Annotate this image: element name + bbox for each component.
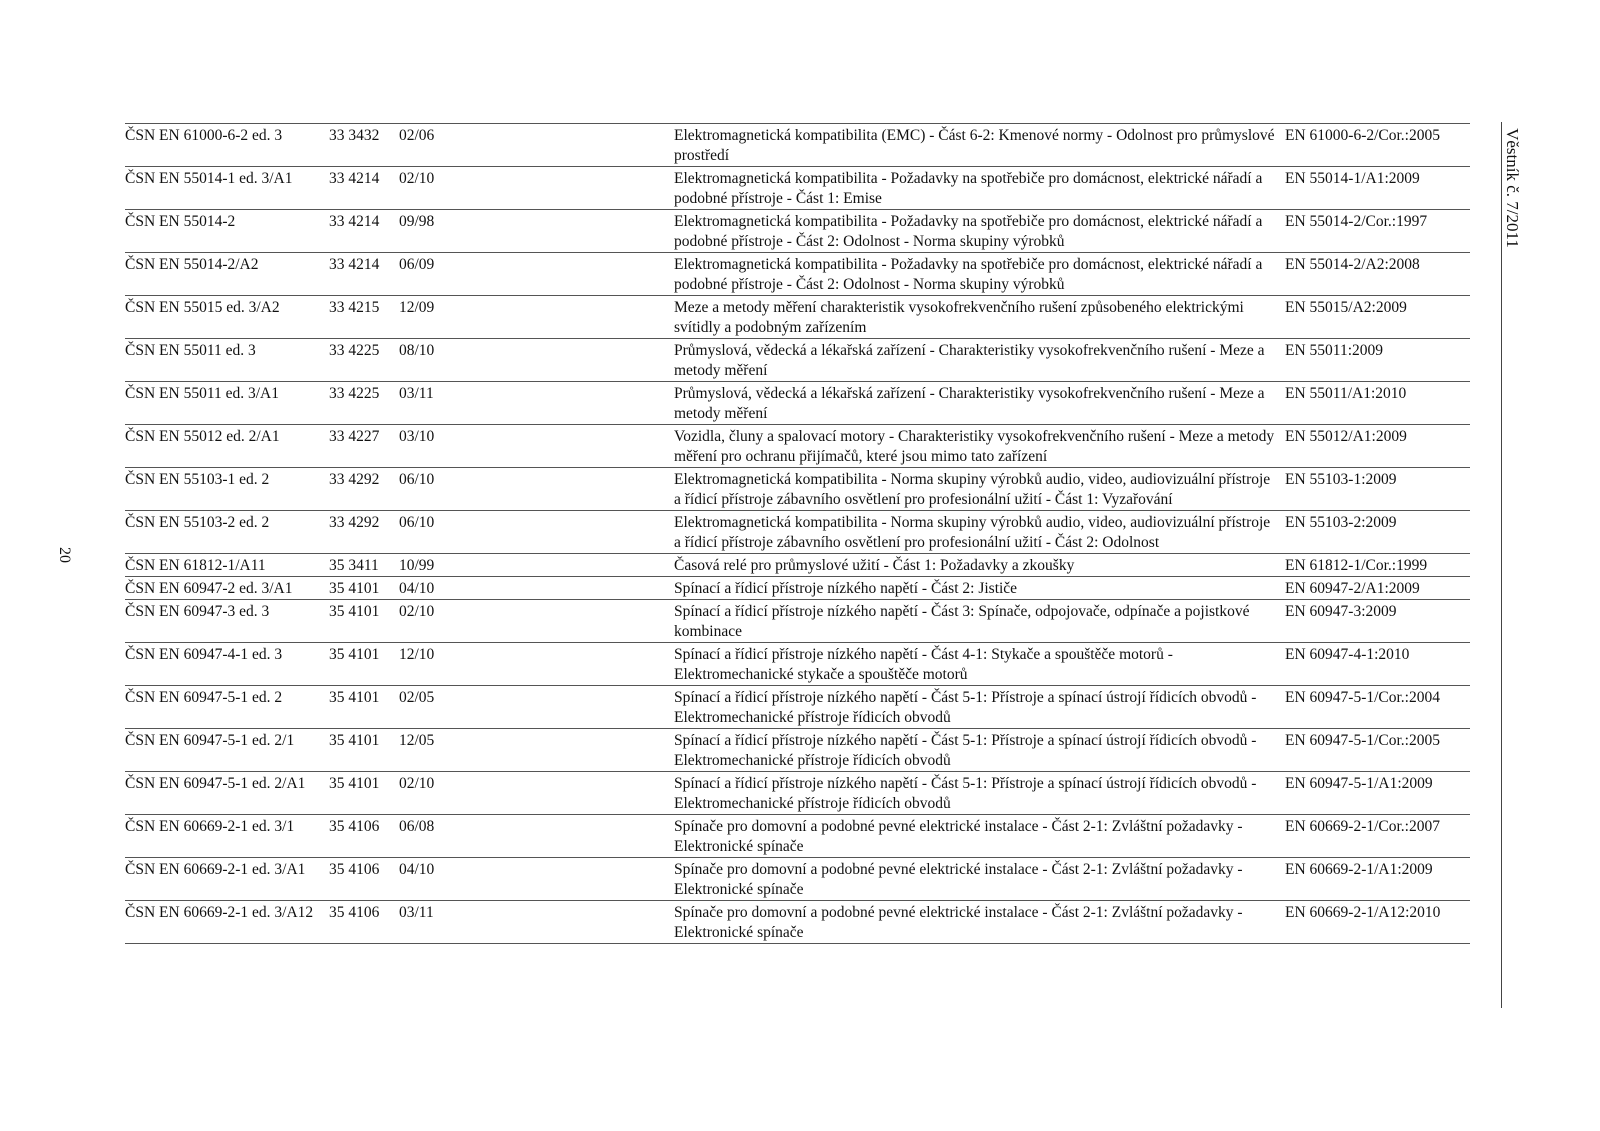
en-reference: EN 55012/A1:2009: [1285, 428, 1407, 445]
en-reference: EN 55015/A2:2009: [1285, 299, 1407, 316]
standards-table-body: [125, 124, 1470, 944]
standard-title: Elektromagnetická kompatibilita - Požadavky na spotřebiče pro domácnost, elektrické nářadí a podobné přístroje - Část 2: Odolnost - Norma skupiny výrobků: [674, 256, 1263, 293]
standard-title: Vozidla, čluny a spalovací motory - Charakteristiky vysokofrekvenčního rušení - Meze a metody měření pro ochranu přijímačů, které jsou mimo tato zařízení: [674, 428, 1275, 465]
csn-number: ČSN EN 55103-1 ed. 2: [125, 471, 270, 488]
en-reference: EN 60669-2-1/A12:2010: [1285, 904, 1441, 921]
csn-number: ČSN EN 60947-2 ed. 3/A1: [125, 580, 293, 597]
bulletin-title: Věstník č. 7/2011: [1503, 128, 1522, 248]
standard-title: Elektromagnetická kompatibilita - Požadavky na spotřebiče pro domácnost, elektrické nářadí a podobné přístroje - Část 1: Emise: [674, 170, 1263, 207]
publication-date: 06/10: [399, 514, 435, 531]
standard-title: Spínací a řídicí přístroje nízkého napětí - Část 5-1: Přístroje a spínací ústrojí řídicích obvodů - Elektromechanické přístroje řídicích obvodů: [674, 689, 1257, 726]
csn-number: ČSN EN 61812-1/A11: [125, 557, 266, 574]
csn-number: ČSN EN 61000-6-2 ed. 3: [125, 127, 283, 144]
classification-code: 33 4227: [329, 428, 380, 445]
en-reference: EN 60669-2-1/A1:2009: [1285, 861, 1433, 878]
classification-code: 33 4215: [329, 299, 380, 316]
en-reference: EN 60947-3:2009: [1285, 603, 1397, 620]
en-reference: EN 60947-5-1/Cor.:2005: [1285, 732, 1440, 749]
table-row: [125, 253, 1470, 296]
publication-date: 03/11: [399, 904, 434, 921]
en-reference: EN 60947-5-1/Cor.:2004: [1285, 689, 1440, 706]
table-row: [125, 167, 1470, 210]
classification-code: 35 4101: [329, 603, 380, 620]
classification-code: 35 4101: [329, 580, 380, 597]
table-row: [125, 296, 1470, 339]
table-row: [125, 554, 1470, 577]
publication-date: 02/10: [399, 170, 435, 187]
table-row: [125, 382, 1470, 425]
publication-date: 04/10: [399, 861, 435, 878]
standard-title: Elektromagnetická kompatibilita - Požadavky na spotřebiče pro domácnost, elektrické nářadí a podobné přístroje - Část 2: Odolnost - Norma skupiny výrobků: [674, 213, 1263, 250]
standard-title: Elektromagnetická kompatibilita - Norma skupiny výrobků audio, video, audiovizuální přístroje a řídicí přístroje zábavního osvětlení pro profesionální užití - Část 2: Odolnost: [674, 514, 1271, 551]
standard-title: Elektromagnetická kompatibilita (EMC) - Část 6-2: Kmenové normy - Odolnost pro průmyslové prostředí: [674, 127, 1275, 164]
csn-number: ČSN EN 55014-2/A2: [125, 256, 259, 273]
publication-date: 06/08: [399, 818, 435, 835]
en-reference: EN 55011:2009: [1285, 342, 1384, 359]
publication-date: 09/98: [399, 213, 435, 230]
en-reference: EN 55014-2/Cor.:1997: [1285, 213, 1428, 230]
en-reference: EN 55014-1/A1:2009: [1285, 170, 1420, 187]
publication-date: 12/05: [399, 732, 435, 749]
publication-date: 02/05: [399, 689, 435, 706]
table-row: [125, 815, 1470, 858]
table-row: [125, 772, 1470, 815]
en-reference: EN 55014-2/A2:2008: [1285, 256, 1420, 273]
csn-number: ČSN EN 60947-3 ed. 3: [125, 603, 270, 620]
standard-title: Průmyslová, vědecká a lékařská zařízení - Charakteristiky vysokofrekvenčního rušení - Meze a metody měření: [674, 385, 1265, 422]
en-reference: EN 60947-4-1:2010: [1285, 646, 1410, 663]
classification-code: 33 4214: [329, 256, 380, 273]
publication-date: 08/10: [399, 342, 435, 359]
en-reference: EN 55011/A1:2010: [1285, 385, 1407, 402]
classification-code: 33 3432: [329, 127, 380, 144]
table-row: [125, 901, 1470, 944]
table-row: [125, 577, 1470, 600]
csn-number: ČSN EN 55011 ed. 3: [125, 342, 256, 359]
classification-code: 33 4214: [329, 213, 380, 230]
en-reference: EN 60669-2-1/Cor.:2007: [1285, 818, 1440, 835]
en-reference: EN 61000-6-2/Cor.:2005: [1285, 127, 1440, 144]
csn-number: ČSN EN 60947-5-1 ed. 2/1: [125, 732, 295, 749]
csn-number: ČSN EN 55014-1 ed. 3/A1: [125, 170, 293, 187]
publication-date: 06/10: [399, 471, 435, 488]
table-row: [125, 339, 1470, 382]
publication-date: 02/06: [399, 127, 435, 144]
classification-code: 33 4292: [329, 514, 380, 531]
csn-number: ČSN EN 60669-2-1 ed. 3/A12: [125, 904, 314, 921]
standard-title: Spínací a řídicí přístroje nízkého napětí - Část 5-1: Přístroje a spínací ústrojí řídicích obvodů - Elektromechanické přístroje řídicích obvodů: [674, 732, 1257, 769]
standard-title: Spínače pro domovní a podobné pevné elektrické instalace - Část 2-1: Zvláštní požadavky - Elektronické spínače: [674, 861, 1243, 898]
side-divider: [1501, 122, 1502, 1008]
publication-date: 02/10: [399, 603, 435, 620]
en-reference: EN 61812-1/Cor.:1999: [1285, 557, 1428, 574]
publication-date: 06/09: [399, 256, 435, 273]
en-reference: EN 60947-5-1/A1:2009: [1285, 775, 1433, 792]
publication-date: 02/10: [399, 775, 435, 792]
table-row: [125, 729, 1470, 772]
csn-number: ČSN EN 60947-5-1 ed. 2/A1: [125, 775, 306, 792]
table-row: [125, 858, 1470, 901]
publication-date: 03/11: [399, 385, 434, 402]
classification-code: 35 4101: [329, 775, 380, 792]
csn-number: ČSN EN 55014-2: [125, 213, 236, 230]
csn-number: ČSN EN 55103-2 ed. 2: [125, 514, 270, 531]
classification-code: 33 4292: [329, 471, 380, 488]
standard-title: Spínače pro domovní a podobné pevné elektrické instalace - Část 2-1: Zvláštní požadavky - Elektronické spínače: [674, 818, 1243, 855]
table-row: [125, 600, 1470, 643]
table-row: [125, 511, 1470, 554]
csn-number: ČSN EN 55012 ed. 2/A1: [125, 428, 280, 445]
standard-title: Časová relé pro průmyslové užití - Část 1: Požadavky a zkoušky: [674, 557, 1075, 574]
classification-code: 35 4101: [329, 646, 380, 663]
table-row: [125, 425, 1470, 468]
csn-number: ČSN EN 60947-5-1 ed. 2: [125, 689, 283, 706]
table-row: [125, 686, 1470, 729]
classification-code: 33 4225: [329, 342, 380, 359]
csn-number: ČSN EN 60669-2-1 ed. 3/1: [125, 818, 295, 835]
csn-number: ČSN EN 55011 ed. 3/A1: [125, 385, 279, 402]
classification-code: 33 4225: [329, 385, 380, 402]
publication-date: 03/10: [399, 428, 435, 445]
publication-date: 04/10: [399, 580, 435, 597]
classification-code: 35 4106: [329, 818, 380, 835]
standard-title: Elektromagnetická kompatibilita - Norma skupiny výrobků audio, video, audiovizuální přístroje a řídicí přístroje zábavního osvětlení pro profesionální užití - Část 1: Vyzařování: [674, 471, 1271, 508]
publication-date: 12/10: [399, 646, 435, 663]
table-row: [125, 468, 1470, 511]
publication-date: 10/99: [399, 557, 435, 574]
csn-number: ČSN EN 60669-2-1 ed. 3/A1: [125, 861, 306, 878]
table-row: [125, 210, 1470, 253]
standard-title: Spínací a řídicí přístroje nízkého napětí - Část 3: Spínače, odpojovače, odpínače a pojistkové kombinace: [674, 603, 1250, 640]
csn-number: ČSN EN 55015 ed. 3/A2: [125, 299, 280, 316]
table-row: [125, 124, 1470, 167]
standard-title: Meze a metody měření charakteristik vysokofrekvenčního rušení způsobeného elektrickými svítidly a podobným zařízením: [674, 299, 1244, 336]
classification-code: 35 4106: [329, 861, 380, 878]
en-reference: EN 55103-1:2009: [1285, 471, 1397, 488]
standard-title: Spínací a řídicí přístroje nízkého napětí - Část 2: Jističe: [674, 580, 1018, 597]
classification-code: 35 4106: [329, 904, 380, 921]
classification-code: 35 3411: [329, 557, 379, 574]
publication-date: 12/09: [399, 299, 435, 316]
classification-code: 35 4101: [329, 689, 380, 706]
standard-title: Spínače pro domovní a podobné pevné elektrické instalace - Část 2-1: Zvláštní požadavky - Elektronické spínače: [674, 904, 1243, 941]
standard-title: Spínací a řídicí přístroje nízkého napětí - Část 4-1: Stykače a spouštěče motorů - Elektromechanické stykače a spouštěče motorů: [674, 646, 1173, 683]
standard-title: Spínací a řídicí přístroje nízkého napětí - Část 5-1: Přístroje a spínací ústrojí řídicích obvodů - Elektromechanické přístroje řídicích obvodů: [674, 775, 1257, 812]
table-row: [125, 643, 1470, 686]
classification-code: 35 4101: [329, 732, 380, 749]
standard-title: Průmyslová, vědecká a lékařská zařízení - Charakteristiky vysokofrekvenčního rušení - Meze a metody měření: [674, 342, 1265, 379]
csn-number: ČSN EN 60947-4-1 ed. 3: [125, 646, 283, 663]
en-reference: EN 55103-2:2009: [1285, 514, 1397, 531]
classification-code: 33 4214: [329, 170, 380, 187]
page-number: 20: [56, 547, 73, 563]
standards-table: [125, 123, 1470, 944]
en-reference: EN 60947-2/A1:2009: [1285, 580, 1420, 597]
